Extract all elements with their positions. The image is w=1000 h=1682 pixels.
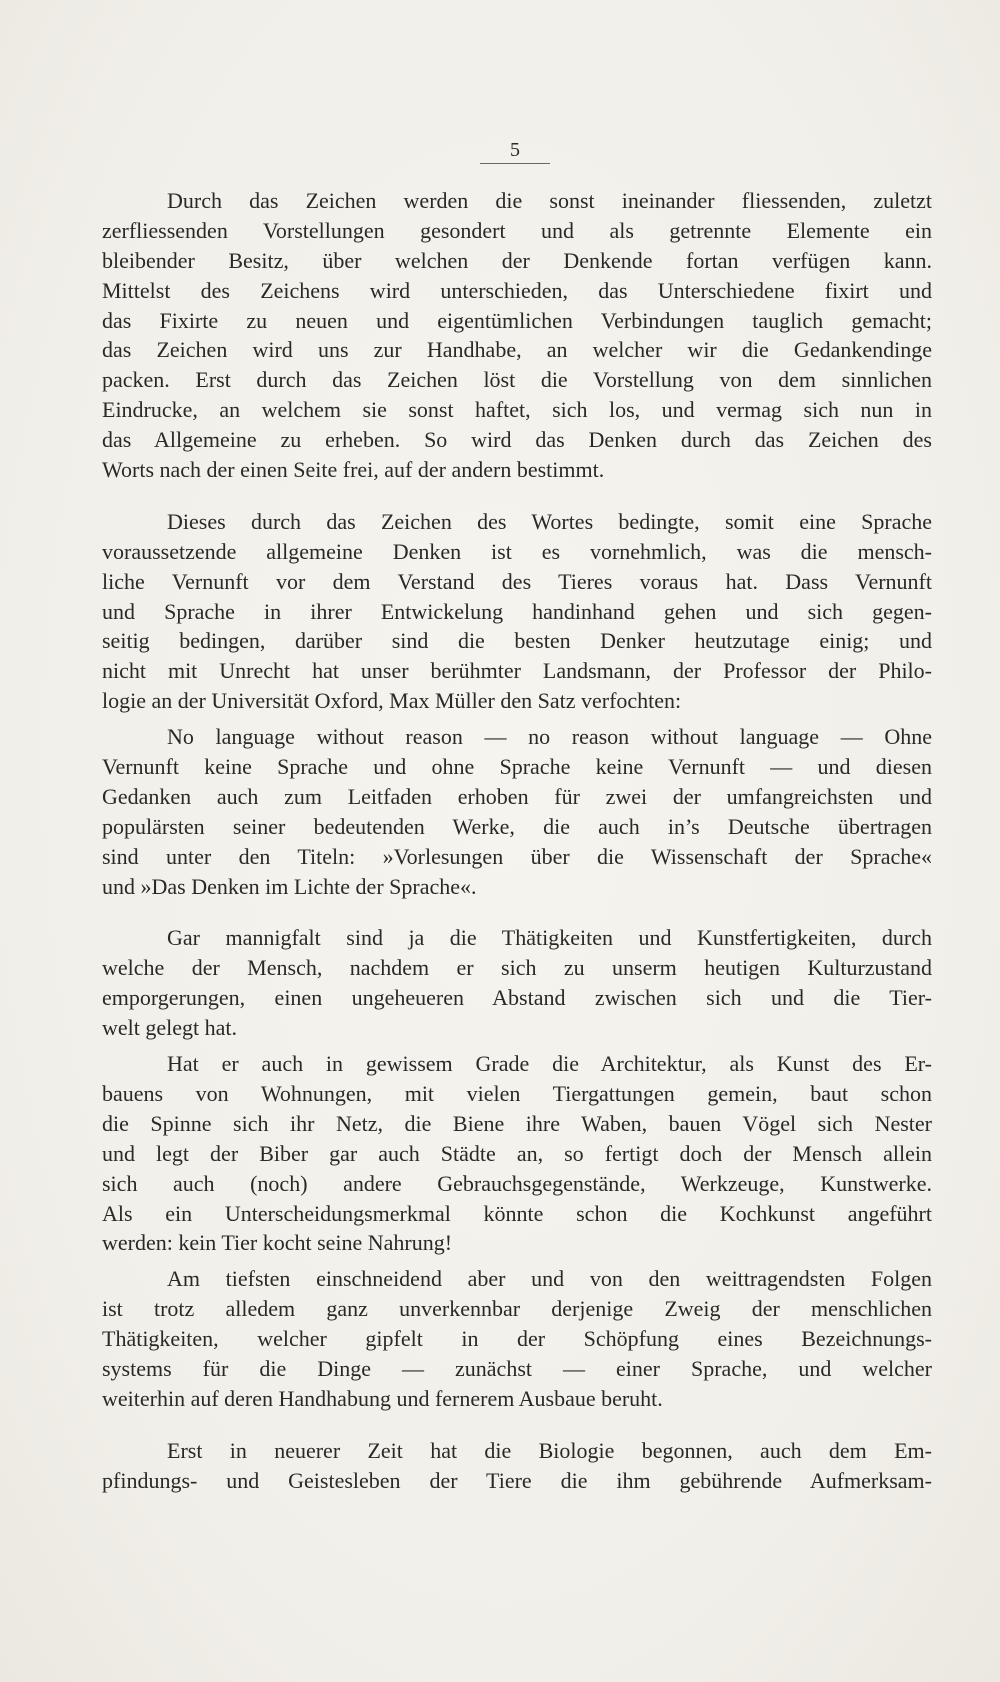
paragraph bbox=[102, 1049, 932, 1258]
text-line: systems für die Dinge — zunächst — einer Sprache, und welcher bbox=[102, 1355, 932, 1381]
text-line: das Zeichen wird uns zur Handhabe, an welcher wir die Gedankendinge bbox=[102, 337, 932, 363]
text-line: ist trotz alledem ganz unverkennbar derjenige Zweig der menschlichen bbox=[102, 1296, 932, 1322]
page-number: 5 bbox=[480, 138, 550, 164]
text-line: Als ein Unterscheidungsmerkmal könnte schon die Kochkunst angeführt bbox=[102, 1200, 932, 1226]
text-line: Dieses durch das Zeichen des Wortes bedingte, somit eine Sprache bbox=[167, 508, 932, 534]
text-line: bauens von Wohnungen, mit vielen Tiergattungen gemein, baut schon bbox=[102, 1080, 932, 1106]
text-line: Thätigkeiten, welcher gipfelt in der Schöpfung eines Bezeichnungs- bbox=[102, 1326, 932, 1352]
text-line: welche der Mensch, nachdem er sich zu unserm heutigen Kulturzustand bbox=[102, 955, 932, 981]
text-line: und Sprache in ihrer Entwickelung handinhand gehen und sich gegen- bbox=[102, 598, 932, 624]
text-line: emporgerungen, einen ungeheueren Abstand zwischen sich und die Tier- bbox=[102, 985, 932, 1011]
text-line: pfindungs- und Geistesleben der Tiere die ihm gebührende Aufmerksam- bbox=[102, 1467, 932, 1493]
text-line: zerfliessenden Vorstellungen gesondert und als getrennte Elemente ein bbox=[102, 217, 932, 243]
text-line: bleibender Besitz, über welchen der Denkende fortan verfügen kann. bbox=[102, 247, 932, 273]
text-line: werden: kein Tier kocht seine Nahrung! bbox=[102, 1230, 453, 1256]
text-line: seitig bedingen, darüber sind die besten Denker heutzutage einig; und bbox=[102, 628, 932, 654]
text-line: Gedanken auch zum Leitfaden erhoben für zwei der umfangreichsten und bbox=[102, 783, 932, 809]
paragraph bbox=[102, 722, 932, 901]
text-line: voraussetzende allgemeine Denken ist es vornehmlich, was die mensch- bbox=[102, 538, 932, 564]
text-line: sich auch (noch) andere Gebrauchsgegenstände, Werkzeuge, Kunstwerke. bbox=[102, 1170, 932, 1196]
text-line: und legt der Biber gar auch Städte an, so fertigt doch der Mensch allein bbox=[102, 1140, 932, 1166]
text-line: und »Das Denken im Lichte der Sprache«. bbox=[102, 873, 477, 899]
text-line: das Fixirte zu neuen und eigentümlichen Verbindungen tauglich gemacht; bbox=[102, 307, 932, 333]
text-line: Am tiefsten einschneidend aber und von den weittragendsten Folgen bbox=[167, 1266, 932, 1292]
paragraph bbox=[102, 923, 932, 1043]
paragraph bbox=[102, 1264, 932, 1413]
text-line: sind unter den Titeln: »Vorlesungen über die Wissenschaft der Sprache« bbox=[102, 843, 932, 869]
text-line: Erst in neuerer Zeit hat die Biologie begonnen, auch dem Em- bbox=[167, 1437, 932, 1463]
text-line: Durch das Zeichen werden die sonst ineinander fliessenden, zuletzt bbox=[167, 188, 932, 213]
text-line: packen. Erst durch das Zeichen löst die Vorstellung von dem sinnlichen bbox=[102, 367, 932, 393]
body-text bbox=[102, 186, 932, 1496]
text-line: No language without reason — no reason without language — Ohne bbox=[167, 724, 932, 750]
text-line: liche Vernunft vor dem Verstand des Tieres voraus hat. Dass Vernunft bbox=[102, 568, 932, 594]
text-line: Vernunft keine Sprache und ohne Sprache keine Vernunft — und diesen bbox=[102, 754, 932, 780]
text-line: nicht mit Unrecht hat unser berühmter Landsmann, der Professor der Philo- bbox=[102, 658, 932, 684]
text-line: die Spinne sich ihr Netz, die Biene ihre Waben, bauen Vögel sich Nester bbox=[102, 1110, 932, 1136]
text-line: Mittelst des Zeichens wird unterschieden, das Unterschiedene fixirt und bbox=[102, 277, 932, 303]
text-line: Hat er auch in gewissem Grade die Architektur, als Kunst des Er- bbox=[167, 1051, 932, 1077]
text-line: Worts nach der einen Seite frei, auf der andern bestimmt. bbox=[102, 457, 605, 483]
text-line: Gar mannigfalt sind ja die Thätigkeiten und Kunstfertigkeiten, durch bbox=[167, 925, 932, 951]
paragraph bbox=[102, 507, 932, 716]
text-line: logie an der Universität Oxford, Max Müller den Satz verfochten: bbox=[102, 688, 682, 714]
text-line: populärsten seiner bedeutenden Werke, die auch in’s Deutsche übertragen bbox=[102, 813, 932, 839]
text-line: weiterhin auf deren Handhabung und fernerem Ausbaue beruht. bbox=[102, 1385, 663, 1411]
paragraph bbox=[102, 186, 932, 485]
text-line: das Allgemeine zu erheben. So wird das Denken durch das Zeichen des bbox=[102, 427, 932, 453]
text-line: welt gelegt hat. bbox=[102, 1015, 238, 1041]
text-line: Eindrucke, an welchem sie sonst haftet, sich los, und vermag sich nun in bbox=[102, 397, 932, 423]
paragraph bbox=[102, 1436, 932, 1496]
